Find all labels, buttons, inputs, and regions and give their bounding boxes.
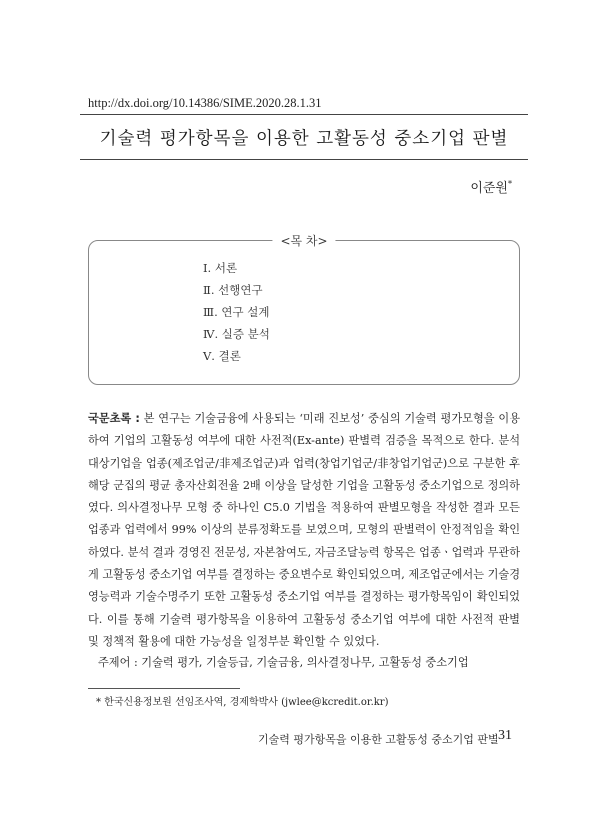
title-block [80,114,528,160]
toc-item: Ⅰ. 서론 [203,261,238,275]
abstract [88,408,520,653]
toc-item: Ⅳ. 실증 분석 [203,327,270,341]
toc-item: Ⅴ. 결론 [203,349,241,363]
page-number: 31 [498,728,512,743]
author-name: 이준원 [470,181,508,196]
toc-list [203,257,270,367]
abstract-text: 본 연구는 기술금융에 사용되는 ‘미래 진보성’ 중심의 기술력 평가모형을 이용하여 기업의 고활동성 여부에 대한 사전적(Ex-ante) 판별력 검증을 목적으로 한다. 분석 대상기업을 업종(제조업군/非제조업군)과 업력(창업기업군/非창업기업군)으로 구분한 후 해당 군집의 평균 총자산회전율 2배 이상을 달성한 기업을 고활동성 중소기업으로 정의하였다. 의사결정나무 모형 중 하나인 C5.0 기법을 적용하여 판별모형을 작성한 결과 모든 업종과 업력에서 99% 이상의 분류정확도를 보였으며, 모형의 판별력이 안정적임을 확인하였다. 분석 결과 경영진 전문성, 자본참여도, 자금조달능력 항목은 업종ㆍ업력과 무관하게 고활동성 중소기업 여부를 결정하는 중요변수로 확인되었으며, 제조업군에서는 기술경영능력과 기술수명주기 또한 고활동성 중소기업 여부를 결정하는 평가항목임이 확인되었다. 이를 통해 기술력 평가항목을 이용하여 고활동성 중소기업 여부에 대한 사전적 판별 및 정책적 활용에 대한 가능성을 일정부분 확인할 수 있었다. [88,412,520,648]
keywords: 주제어 : 기술력 평가, 기술등급, 기술금융, 의사결정나무, 고활동성 중소기업 [98,656,469,669]
author-footnote-mark: * [508,179,512,189]
toc-item: Ⅲ. 연구 설계 [203,305,270,319]
doi-link[interactable]: http://dx.doi.org/10.14386/SIME.2020.28.1.31 [88,96,322,110]
paper-title: 기술력 평가항목을 이용한 고활동성 중소기업 판별 [99,128,509,149]
footnote-divider [88,688,240,689]
abstract-label: 국문초록 : [88,412,140,425]
running-footer: 기술력 평가항목을 이용한 고활동성 중소기업 판별 [258,733,499,746]
toc-heading: <목 차> [272,232,335,249]
author-footnote: * 한국신용정보원 선임조사역, 경제학박사 (jwlee@kcredit.or.kr) [96,697,389,708]
table-of-contents-box [88,234,520,385]
author-line [470,177,512,196]
toc-item: Ⅱ. 선행연구 [203,283,263,297]
